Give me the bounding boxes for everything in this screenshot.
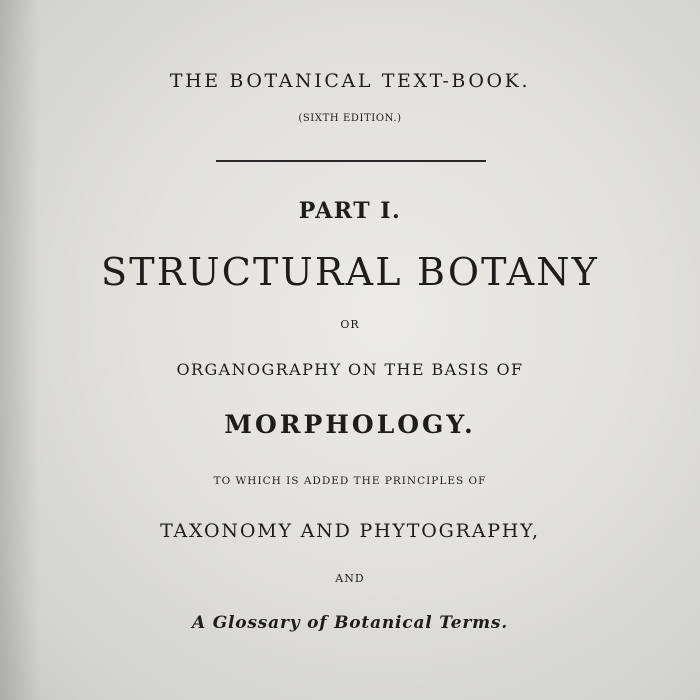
- part-heading: PART I.: [298, 198, 402, 224]
- subtitle: ORGANOGRAPHY ON THE BASIS OF: [176, 360, 524, 379]
- page-gutter-shadow: [0, 0, 40, 700]
- running-head: THE BOTANICAL TEXT-BOOK.: [169, 70, 531, 92]
- and-connector: AND: [335, 572, 365, 585]
- subject-title: MORPHOLOGY.: [224, 410, 476, 439]
- edition-note: (SIXTH EDITION.): [298, 113, 402, 124]
- added-line: TO WHICH IS ADDED THE PRINCIPLES OF: [213, 475, 487, 487]
- or-connector: OR: [340, 318, 360, 331]
- taxonomy-title: TAXONOMY AND PHYTOGRAPHY,: [160, 520, 540, 542]
- glossary-title: A Glossary of Botanical Terms.: [192, 613, 508, 633]
- main-title: STRUCTURAL BOTANY: [100, 250, 600, 294]
- horizontal-rule: [216, 160, 486, 162]
